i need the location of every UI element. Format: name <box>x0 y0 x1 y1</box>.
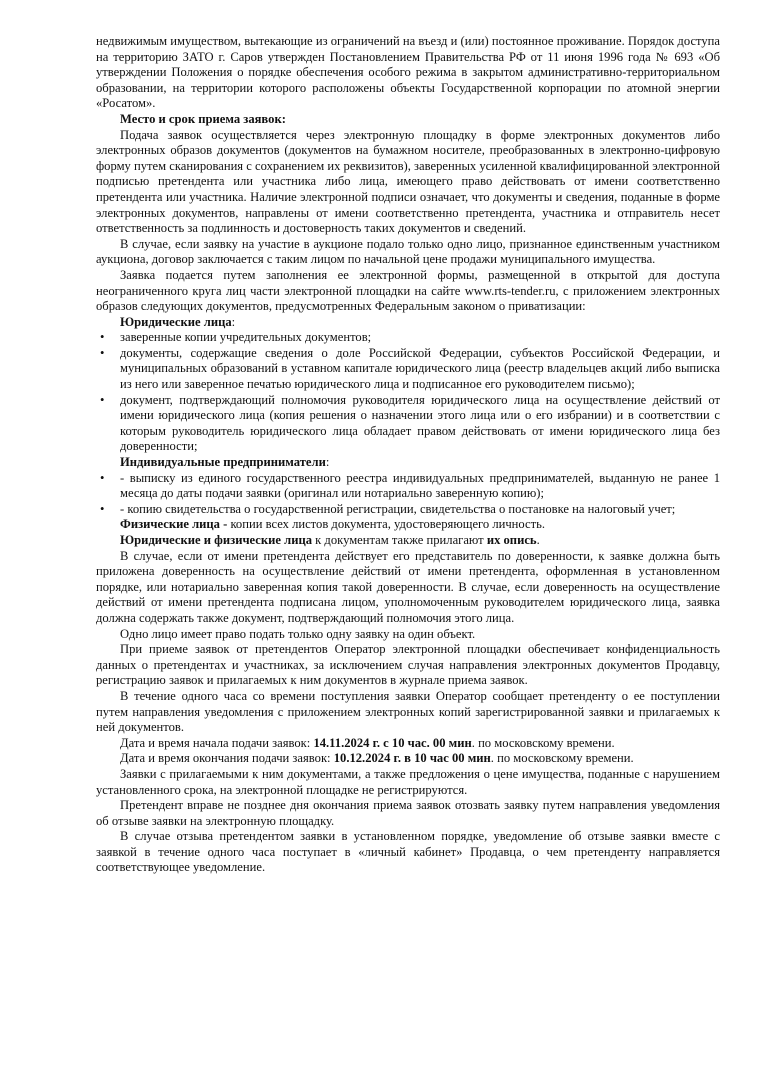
inventory-end: . <box>536 533 540 547</box>
individual-entrepreneurs-colon: : <box>325 455 330 470</box>
paragraph-withdrawal-notice: В случае отзыва претендентом заявки в установленном порядке, уведомление об отзыве заявки вместе с заявкой в течение одного часа поступает в «личный кабинет» Продавца, о чем претенденту направляется соответствующее уведомление. <box>96 829 720 875</box>
legal-entities-label: Юридические лица <box>120 314 232 329</box>
paragraph-electronic-form: Заявка подается путем заполнения ее электронной формы, размещенной в открытой для доступа неограниченного круга лиц части электронной площадки на сайте www.rts-tender.ru, с приложением электронных образов следующих документов, предусмотренных Федеральным законом о приватизации: <box>96 267 720 314</box>
list-item: • заверенные копии учредительных документов; <box>96 330 720 346</box>
paragraph-late-applications: Заявки с прилагаемыми к ним документами, а также предложения о цене имущества, поданные с нарушением установленного срока, на электронной площадке не регистрируются. <box>96 766 720 797</box>
individual-entrepreneurs-label: Индивидуальные предприниматели <box>120 455 326 470</box>
individual-entrepreneurs-heading <box>96 455 720 471</box>
inventory-text: к документам также прилагают <box>312 533 487 547</box>
inventory-bold-tail: их опись <box>486 533 537 547</box>
paragraph-one-application: Одно лицо имеет право подать только одну заявку на один объект. <box>120 626 476 641</box>
heading-place-and-time: Место и срок приема заявок: <box>120 111 286 126</box>
start-date-line <box>96 736 720 752</box>
paragraph-single-applicant: В случае, если заявку на участие в аукционе подало только одно лицо, признанное единственным участником аукциона, договор заключается с таким лицом по начальной цене продажи муниципального имущества. <box>96 236 720 267</box>
end-date-value: 10.12.2024 г. в 10 час 00 мин <box>333 751 491 766</box>
legal-entities-heading <box>96 315 720 331</box>
legal-entities-colon: : <box>231 314 236 329</box>
legal-entities-list <box>96 330 720 455</box>
paragraph-withdrawal: Претендент вправе не позднее дня окончания приема заявок отозвать заявку путем направления уведомления об отзыве заявки на электронную площадку. <box>96 798 720 828</box>
start-date-label: Дата и время начала подачи заявок: <box>120 735 314 750</box>
start-date-value: 14.11.2024 г. с 10 час. 00 мин <box>313 735 472 750</box>
end-date-tail: . по московскому времени. <box>490 751 634 766</box>
document-page <box>96 34 720 876</box>
individual-entrepreneurs-list <box>96 471 720 518</box>
inventory-line <box>96 533 720 549</box>
physical-persons-text: копии всех листов документа, удостоверяющего личность. <box>227 517 546 532</box>
end-date-line <box>96 751 720 767</box>
paragraph-confidentiality: При приеме заявок от претендентов Оператор электронной площадки обеспечивает конфиденциальность данных о претендентах и участниках, за исключением случая направления электронных документов Продавцу, регистрацию заявок и прилагаемых к ним документов в журнале приема заявок. <box>96 642 720 688</box>
list-item: • документы, содержащие сведения о доле Российской Федерации, субъектов Российской Федерации, и муниципальных образований в уставном капитале юридического лица (реестр владельцев акций либо выписка из него или заверенное печатью юридического лица и подписанное его руководителем письмо); <box>96 346 720 393</box>
list-item: • - выписку из единого государственного реестра индивидуальных предпринимателей, выданную не ранее 1 месяца до даты подачи заявки (оригинал или нотариально заверенную копию); <box>96 471 720 502</box>
paragraph-submission: Подача заявок осуществляется через электронную площадку в форме электронных документов либо электронных образов документов (документов на бумажном носителе, преобразованных в электронно-цифровую форму путем сканирования с сохранением их реквизитов), заверенных усиленной квалифицированной электронной подписью претендента или участника либо лица, имеющего право действовать от имени соответственно претендента или участника. Наличие электронной подписи означает, что документы и сведения, поданные в форме электронных документов, направлены от имени соответственно претендента, участника и отправитель несет ответственность за подлинность и достоверность таких документов и сведений. <box>96 127 720 236</box>
start-date-tail: . по московскому времени. <box>471 735 615 750</box>
inventory-label: Юридические и физические лица <box>120 533 313 547</box>
paragraph-notification-hour: В течение одного часа со времени поступления заявки Оператор сообщает претенденту о ее поступлении путем направления уведомления с приложением электронных копий зарегистрированной заявки и прилагаемых к ней документов. <box>96 688 720 735</box>
end-date-label: Дата и время окончания подачи заявок: <box>120 751 334 766</box>
list-item: • документ, подтверждающий полномочия руководителя юридического лица на осуществление действий от имени юридического лица (копия решения о назначении этого лица или о его избрании) и в соответствии с которым руководитель юридического лица обладает правом действовать от имени юридического лица без доверенности; <box>96 393 720 455</box>
physical-persons-label: Физические лица - <box>120 517 228 532</box>
paragraph-intro: недвижимым имуществом, вытекающие из ограничений на въезд и (или) постоянное проживание. Порядок доступа на территорию ЗАТО г. Саров утвержден Постановлением Правительства РФ от 11 июня 1996 года № 693 «Об утверждении Положения о порядке обеспечения особого режима в закрытом административно-территориальном образовании, на территории которого расположены объекты Государственной корпорации по атомной энергии «Росатом». <box>96 34 720 111</box>
physical-persons-line <box>96 517 720 533</box>
paragraph-proxy: В случае, если от имени претендента действует его представитель по доверенности, к заявке должна быть приложена доверенность на осуществление действий от имени претендента, оформленная в установленном порядке, или нотариально заверенная копия такой доверенности. В случае, если доверенность на осуществление действий от имени претендента подписана лицом, уполномоченным руководителем юридического лица, заявка должна содержать также документ, подтверждающий полномочия этого лица. <box>96 548 720 625</box>
list-item: • - копию свидетельства о государственной регистрации, свидетельства о постановке на налоговый учет; <box>96 502 720 518</box>
